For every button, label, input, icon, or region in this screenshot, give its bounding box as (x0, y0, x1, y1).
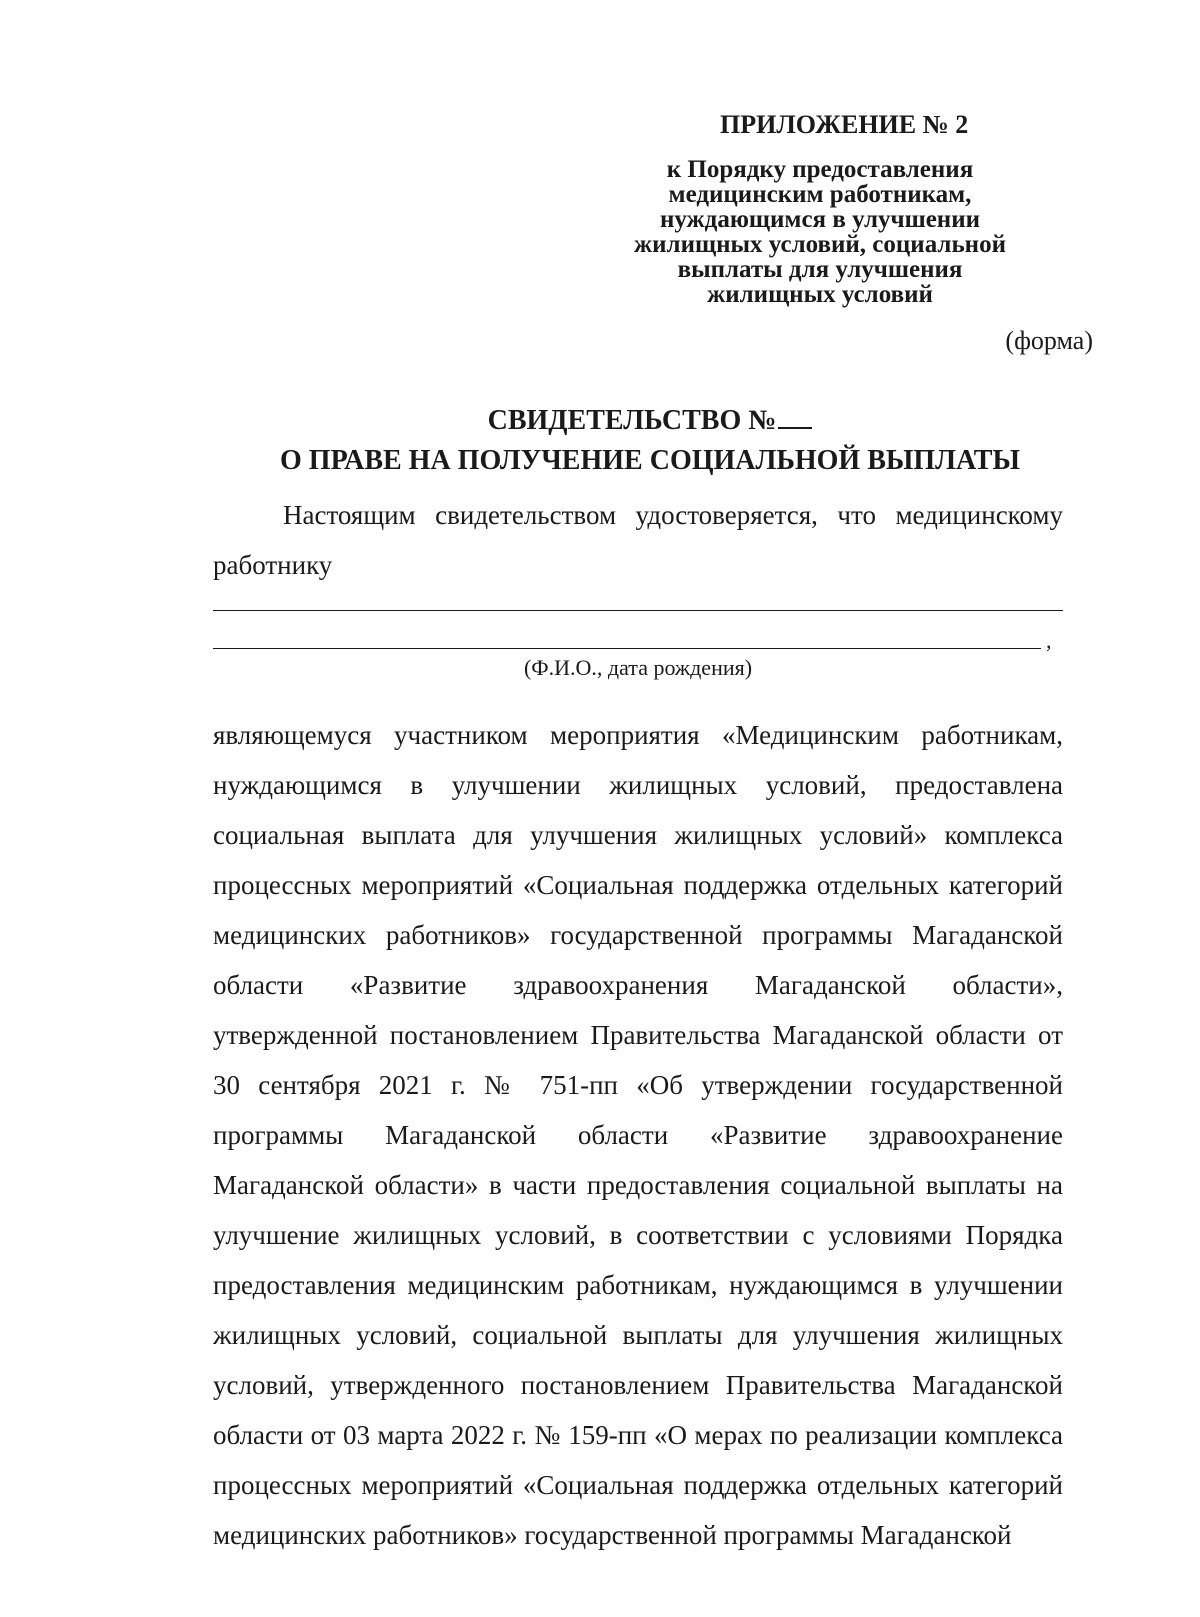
appendix-reference (600, 157, 1040, 307)
fill-line-2 (213, 648, 1041, 649)
number-blank-line (778, 403, 812, 429)
appendix-line: к Порядку предоставления (666, 156, 974, 183)
fill-caption: (Ф.И.О., дата рождения) (523, 655, 753, 680)
appendix-title: ПРИЛОЖЕНИЕ № 2 (720, 110, 969, 139)
appendix-line: нуждающимся в улучшении (659, 206, 981, 233)
fill-line-comma: , (1046, 628, 1052, 653)
appendix-line: выплаты для улучшения (677, 256, 963, 283)
main-paragraph: являющемуся участником мероприятия «Медицинским работникам, нуждающимся в улучшении жилищных условий, предоставлена социальная выплата для улучшения жилищных условий» комплекса процессных мероприятий «Социальная поддержка отдельных категорий медицинских работников» государственной программы Магаданской области «Развитие здравоохранения Магаданской области», утвержденной постановлением Правительства Магаданской области от 30 сентября 2021 г. № 751-пп «Об утверждении государственной программы Магаданской области «Развитие здравоохранение Магаданской области» в части предоставления социальной выплаты на улучшение жилищных условий, в соответствии с условиями Порядка предоставления медицинским работникам, нуждающимся в улучшении жилищных условий, социальной выплаты для улучшения жилищных условий, утвержденного постановлением Правительства Магаданской области от 03 марта 2022 г. № 159-пп «О мерах по реализации комплекса процессных мероприятий «Социальная поддержка отдельных категорий медицинских работников» государственной программы Магаданской (213, 720, 1063, 1550)
intro-paragraph: Настоящим свидетельством удостоверяется, что медицинскому работнику (213, 500, 1063, 580)
fill-line-1 (213, 610, 1063, 611)
title-subject: О ПРАВЕ НА ПОЛУЧЕНИЕ СОЦИАЛЬНОЙ ВЫПЛАТЫ (280, 445, 1020, 476)
document-title (210, 401, 1090, 481)
title-certificate-number: СВИДЕТЕЛЬСТВО № (487, 405, 777, 436)
appendix-line: жилищных условий, социальной (634, 231, 1006, 258)
form-note: (форма) (1005, 326, 1093, 355)
appendix-line: жилищных условий (707, 281, 933, 308)
appendix-line: медицинским работникам, (668, 181, 972, 208)
